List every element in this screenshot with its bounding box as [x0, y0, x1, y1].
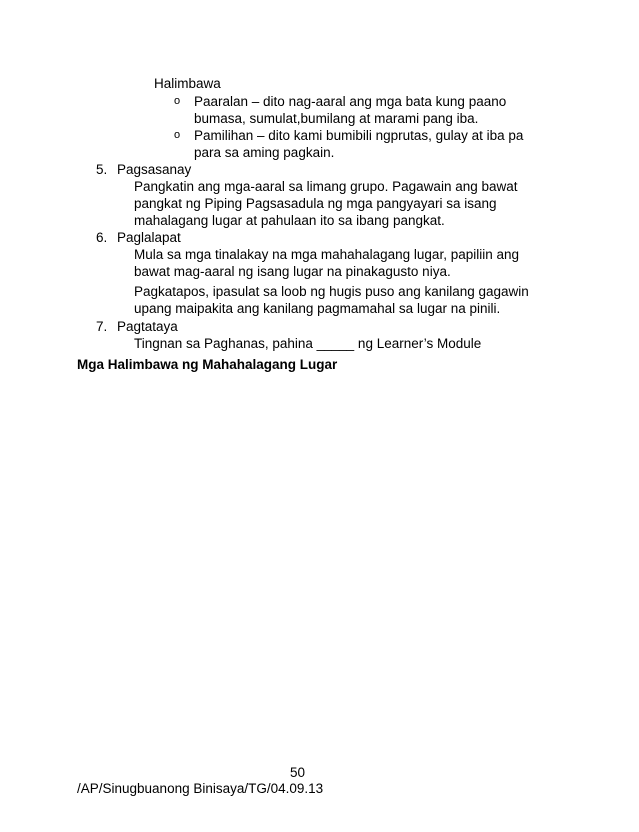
step-number: 6. — [96, 230, 108, 245]
example-paaralan-line1: Paaralan – dito nag-aaral ang mga bata kung paano — [194, 94, 507, 109]
page-number: 50 — [290, 765, 306, 780]
example-pamilihan-line2: para sa aming pagkain. — [194, 145, 335, 160]
step-text: upang maipakita ang kanilang pagmamahal sa lugar na pinili. — [134, 301, 501, 316]
example-paaralan-line2: bumasa, sumulat,bumilang at marami pang iba. — [194, 111, 479, 126]
section-heading: Mga Halimbawa ng Mahahalagang Lugar — [77, 357, 338, 372]
example-pamilihan-line1: Pamilihan – dito kami bumibili ngprutas, gulay at iba pa — [194, 128, 524, 143]
step-text: Pangkatin ang mga-aaral sa limang grupo. Pagawain ang bawat — [134, 179, 518, 194]
footer-doc-code: /AP/Sinugbuanong Binisaya/TG/04.09.13 — [77, 781, 324, 796]
step-text: mahalagang lugar at pahulaan ito sa ibang pangkat. — [134, 213, 445, 228]
step-number: 5. — [96, 162, 108, 177]
bullet-icon: o — [174, 95, 181, 107]
step-title-paglalapat: Paglalapat — [117, 230, 181, 245]
halimbawa-label: Halimbawa — [154, 76, 221, 91]
step-text: Mula sa mga tinalakay na mga mahahalagang lugar, papiliin ang — [134, 247, 520, 262]
step-title-pagsasanay: Pagsasanay — [117, 162, 192, 177]
step-number: 7. — [96, 319, 108, 334]
bullet-icon: o — [174, 129, 181, 141]
step-text: pangkat ng Piping Pagsasadula ng mga pangyayari sa isang — [134, 196, 497, 211]
step-text: bawat mag-aaral ng isang lugar na pinakagusto niya. — [134, 264, 451, 279]
step-text: Pagkatapos, ipasulat sa loob ng hugis puso ang kanilang gagawin — [134, 284, 529, 299]
step-text: Tingnan sa Paghanas, pahina _____ ng Learner’s Module — [134, 336, 482, 351]
step-title-pagtataya: Pagtataya — [117, 319, 178, 334]
